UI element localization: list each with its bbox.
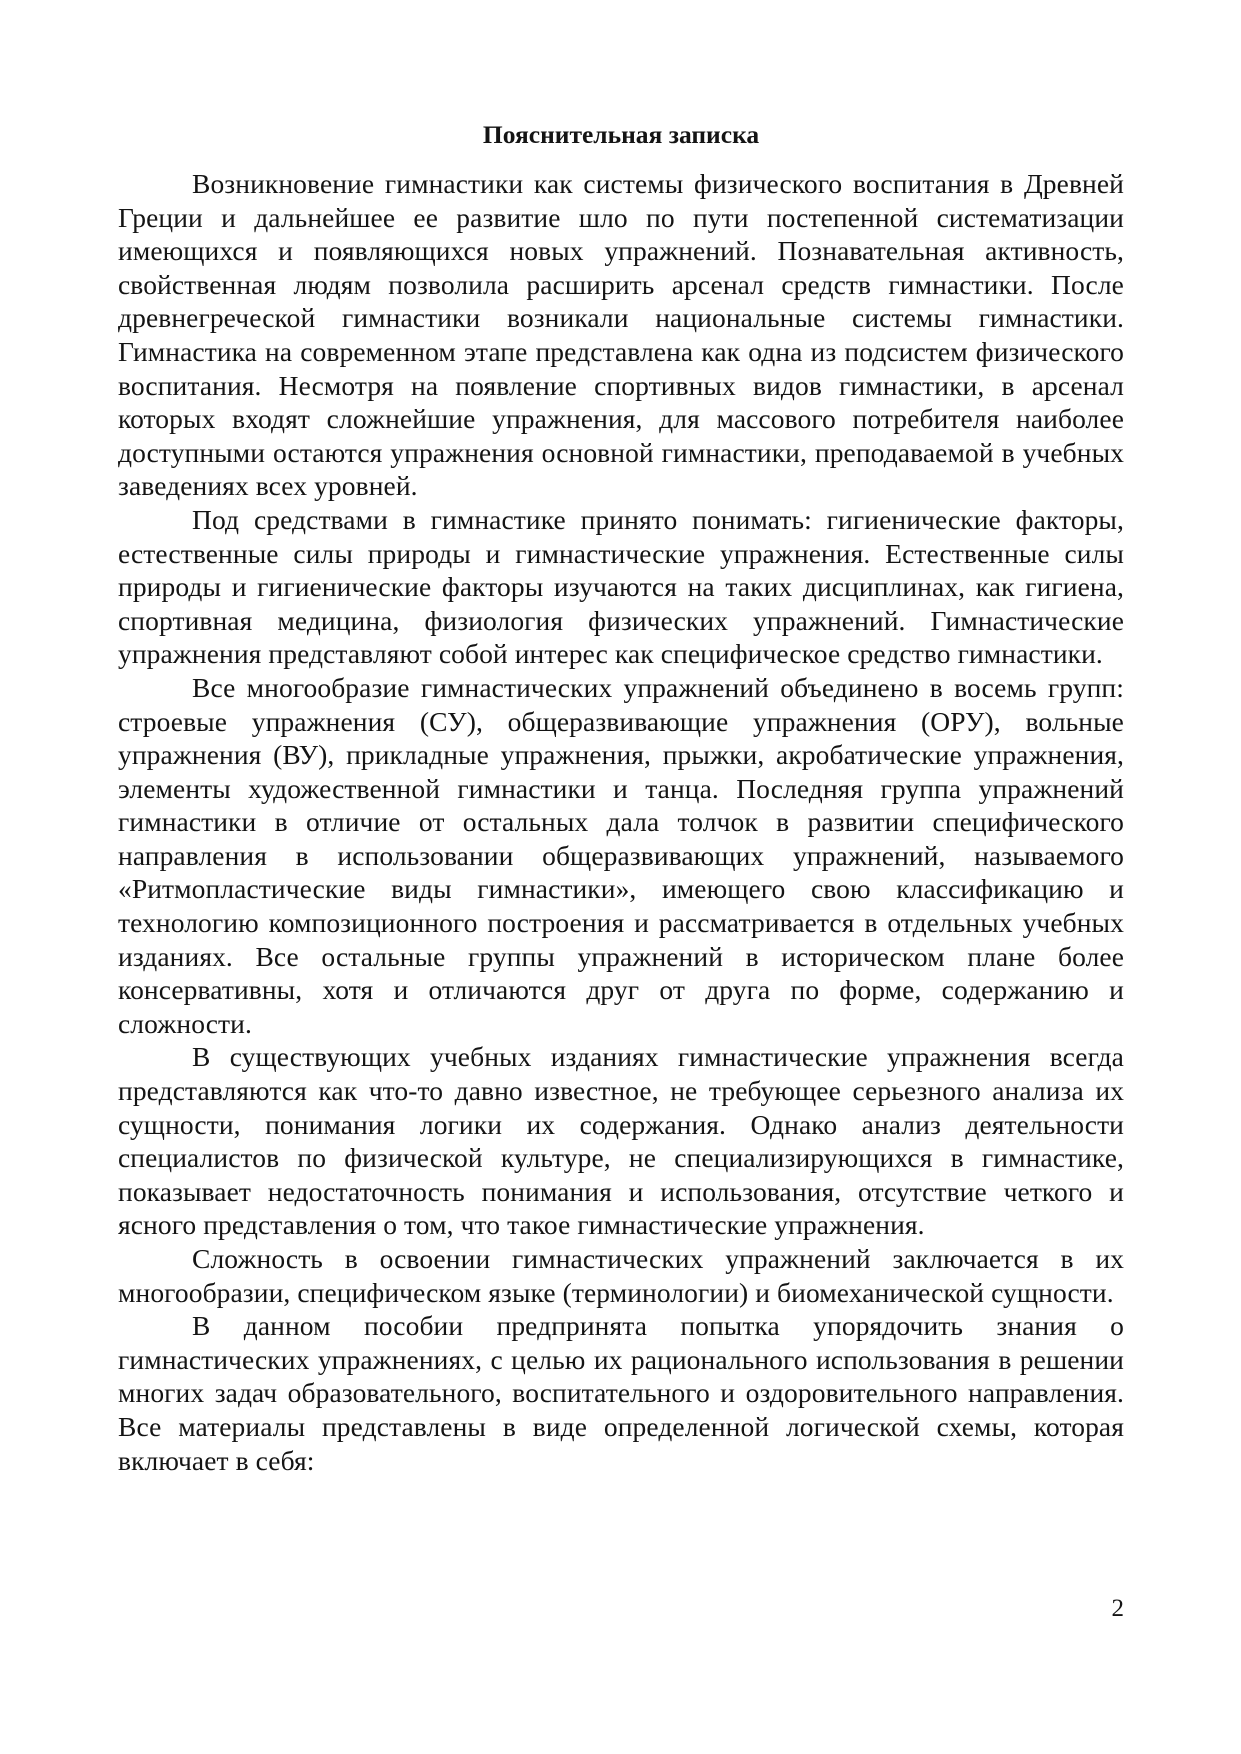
page-content [118,118,1124,1477]
paragraph-complexity: Сложность в освоении гимнастических упражнений заключается в их многообразии, специфическом языке (терминологии) и биомеханической сущности. [118,1243,1124,1308]
paragraph-history: Возникновение гимнастики как системы физического воспитания в Древней Греции и дальнейшее ее развитие шло по пути постепенной систематизации имеющихся и появляющихся новых упражнений. Познавательная активность, свойственная людям позволила расширить арсенал средств гимнастики. После древнегреческой гимнастики возникали национальные системы гимнастики. Гимнастика на современном этапе представлена как одна из подсистем физического воспитания. Несмотря на появление спортивных видов гимнастики, в арсенал которых входят сложнейшие упражнения, для массового потребителя наиболее доступными остаются упражнения основной гимнастики, преподаваемой в учебных заведениях всех уровней. [118,168,1124,502]
page-number: 2 [1111,1595,1124,1622]
page-title: Пояснительная записка [482,120,760,149]
paragraph-textbooks: В существующих учебных изданиях гимнастические упражнения всегда представляются как что-то давно известное, не требующее серьезного анализа их сущности, понимания логики их содержания. Однако анализ деятельности специалистов по физической культуре, не специализирующихся в гимнастике, показывает недостаточность понимания и использования, отсутствие четкого и ясного представления о том, что такое гимнастические упражнения. [118,1041,1124,1241]
paragraph-groups: Все многообразие гимнастических упражнений объединено в восемь групп: строевые упражнения (СУ), общеразвивающие упражнения (ОРУ), вольные упражнения (ВУ), прикладные упражнения, прыжки, акробатические упражнения, элементы художественной гимнастики и танца. Последняя группа упражнений гимнастики в отличие от остальных дала толчок в развитии специфического направления в использовании общеразвивающих упражнений, называемого «Ритмопластические виды гимнастики», имеющего свою классификацию и технологию композиционного построения и рассматривается в отдельных учебных изданиях. Все остальные группы упражнений в историческом плане более консервативны, хотя и отличаются друг от друга по форме, содержанию и сложности. [118,671,1124,1039]
paragraph-purpose: В данном пособии предпринята попытка упорядочить знания о гимнастических упражнениях, с целью их рационального использования в решении многих задач образовательного, воспитательного и оздоровительного направления. Все материалы представлены в виде определенной логической схемы, которая включает в себя: [118,1310,1124,1476]
paragraph-means: Под средствами в гимнастике принято понимать: гигиенические факторы, естественные силы природы и гимнастические упражнения. Естественные силы природы и гигиенические факторы изучаются на таких дисциплинах, как гигиена, спортивная медицина, физиология физических упражнений. Гимнастические упражнения представляют собой интерес как специфическое средство гимнастики. [118,503,1124,670]
